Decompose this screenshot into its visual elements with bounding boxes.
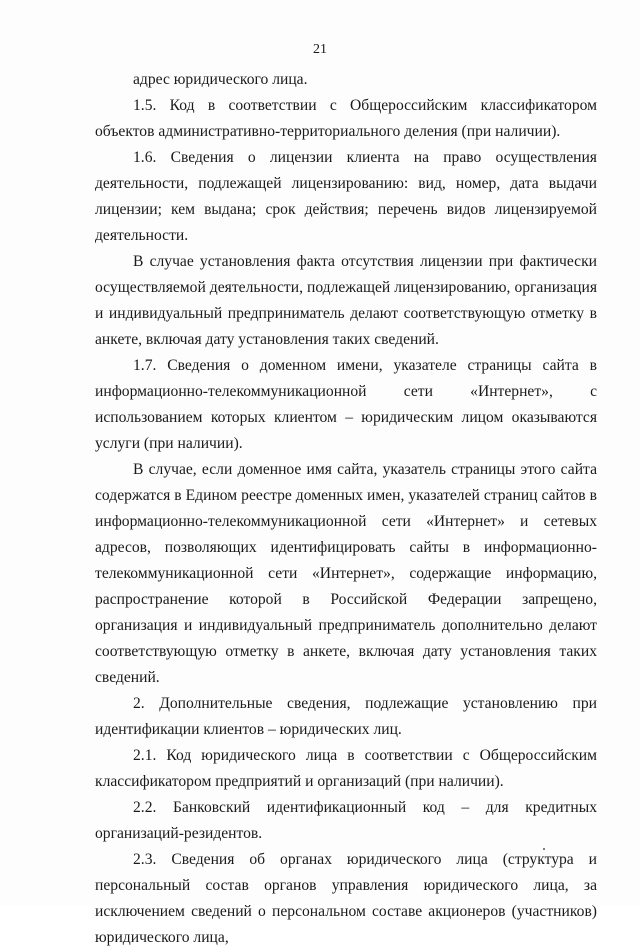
paragraph-license-absence: В случае установления факта отсутствия лицензии при фактически осуществляемой деятельности, подлежащей лицензированию, организация и индивидуальный предприниматель делают соответствующую отметку в анкете, включая дату установления таких сведений. [95, 253, 597, 348]
paragraph-domain-registry: В случае, если доменное имя сайта, указатель страницы этого сайта содержатся в Едином реестре доменных имен, указателей страниц сайтов в информационно-телекоммуникационной сети «Интернет» и сетевых адресов, позволяющих идентифицировать сайты в информационно-телекоммуникационной сети «Интернет», содержащие информацию, распространение которой в Российской Федерации запрещено, организация и индивидуальный предприниматель дополнительно делают соответствующую отметку в анкете, включая дату установления таких сведений. [95, 461, 597, 686]
scan-mark [543, 848, 545, 850]
page-number: 21 [313, 42, 327, 57]
paragraph-2-3: 2.3. Сведения об органах юридического лица (структура и персональный состав органов управления юридического лица, за исключением сведений о персональном составе акционеров (участников) юридического лица, [95, 851, 597, 946]
paragraph-2-1: 2.1. Код юридического лица в соответствии с Общероссийским классификатором предприятий и организаций (при наличии). [95, 747, 597, 790]
paragraph-1-5: 1.5. Код в соответствии с Общероссийским классификатором объектов административно-территориального деления (при наличии). [95, 97, 597, 140]
paragraph-1-7: 1.7. Сведения о доменном имени, указателе страницы сайта в информационно-телекоммуникационной сети «Интернет», с использованием которых клиентом – юридическим лицом оказываются услуги (при наличии). [95, 357, 597, 452]
paragraph-1-6: 1.6. Сведения о лицензии клиента на право осуществления деятельности, подлежащей лицензированию: вид, номер, дата выдачи лицензии; кем выдана; срок действия; перечень видов лицензируемой деятельности. [95, 149, 597, 244]
paragraph-continuation: адрес юридического лица. [133, 71, 308, 88]
paragraph-2-2: 2.2. Банковский идентификационный код – для кредитных организаций-резидентов. [95, 799, 597, 842]
paragraph-2: 2. Дополнительные сведения, подлежащие установлению при идентификации клиентов – юридических лиц. [95, 695, 597, 738]
document-body [95, 67, 597, 951]
